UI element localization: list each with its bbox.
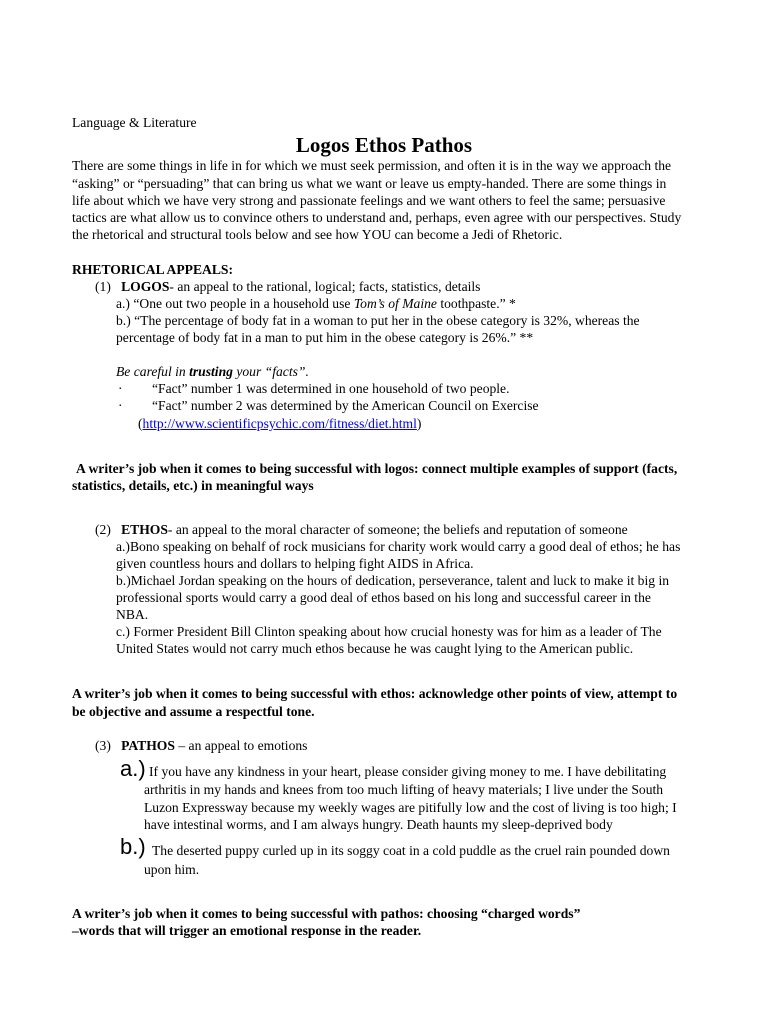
ethos-example-b-line: professional sports would carry a good deal of ethos based on his long and successful career in the: [116, 590, 651, 605]
ethos-definition: - an appeal to the moral character of someone; the beliefs and reputation of someone: [167, 522, 628, 537]
ethos-term: ETHOS: [121, 522, 168, 537]
course-label: Language & Literature: [72, 115, 197, 130]
intro-line: There are some things in life in for which we must seek permission, and often it is in the way we approach the: [72, 158, 672, 173]
logos-example-a-text: a.) “One out two people in a household use: [116, 296, 354, 311]
pathos-job-line: A writer’s job when it comes to being successful with pathos: choosing “charged words”: [72, 906, 581, 921]
ethos-example-c-line: United States would not carry much ethos because he was caught lying to the American public.: [116, 641, 634, 656]
logos-job-line: statistics, details, etc.) in meaningful ways: [72, 478, 314, 493]
logos-example-a: [116, 296, 516, 312]
fact-1: “Fact” number 1 was determined in one household of two people.: [152, 381, 510, 396]
logos-job-line: A writer’s job when it comes to being successful with logos: connect multiple examples of support (facts,: [76, 461, 678, 476]
pathos-example-a-line: If you have any kindness in your heart, please consider giving money to me. I have debilitating: [149, 764, 667, 779]
ethos-heading: [95, 522, 628, 538]
intro-line: tactics are what allow us to convince others to understand and, perhaps, even agree with our perspectives. Study: [72, 210, 682, 225]
intro-line: life about which we have very strong and passionate feelings and we want others to feel the same; persuasive: [72, 193, 666, 208]
pathos-example-a-line: Luzon Expressway because my weekly wages are pitifully low and the cost of living is too high; I: [144, 800, 677, 815]
source-citation: [138, 416, 421, 432]
pathos-example-a-line: arthritis in my hands and knees from too much lifting of heavy materials; I live under the South: [144, 782, 664, 797]
logos-term: LOGOS: [121, 279, 170, 294]
bullet-icon: ·: [118, 398, 123, 413]
ethos-example-a-line: a.)Bono speaking on behalf of rock musicians for charity work would carry a good deal of ethos; he has: [116, 539, 681, 554]
pathos-label-a: a.): [120, 756, 146, 781]
appeals-heading: RHETORICAL APPEALS:: [72, 262, 234, 277]
logos-number: (1): [95, 279, 111, 294]
ethos-example-c-line: c.) Former President Bill Clinton speaking about how crucial honesty was for him as a leader of The: [116, 624, 662, 639]
intro-line: “asking” or “persuading” that can bring us what we want or leave us empty-handed. There are some things in: [72, 176, 667, 191]
paren-close: ): [416, 416, 422, 431]
logos-example-b-line: percentage of body fat in a man to put him in the obese category is 26%.” **: [116, 330, 534, 345]
caution-emphasis: trusting: [189, 364, 233, 379]
pathos-label-b: b.): [120, 834, 146, 859]
pathos-number: (3): [95, 738, 111, 753]
source-link[interactable]: http://www.scientificpsychic.com/fitness/diet.html: [142, 416, 417, 431]
intro-line: the rhetorical and structural tools below and see how YOU can become a Jedi of Rhetoric.: [72, 227, 563, 242]
pathos-heading: [95, 738, 307, 754]
logos-brand-name: Tom’s of Maine: [353, 296, 437, 311]
pathos-job-line: –words that will trigger an emotional response in the reader.: [72, 923, 422, 938]
page-title: Logos Ethos Pathos: [295, 133, 473, 157]
pathos-example-a-line: have intestinal worms, and I am always hungry. Death haunts my sleep-deprived body: [144, 817, 613, 832]
pathos-example-b-line: upon him.: [144, 862, 200, 877]
logos-caution: [116, 364, 309, 380]
bullet-icon: ·: [118, 381, 123, 396]
ethos-example-a-line: given countless hours and dollars to helping fight AIDS in Africa.: [116, 556, 474, 571]
fact-2: “Fact” number 2 was determined by the American Council on Exercise: [152, 398, 539, 413]
ethos-example-b-line: b.)Michael Jordan speaking on the hours of dedication, perseverance, talent and luck to make it big in: [116, 573, 670, 588]
pathos-definition: – an appeal to emotions: [174, 738, 308, 753]
ethos-example-b-line: NBA.: [116, 607, 149, 622]
caution-text-end: your “facts”.: [232, 364, 309, 379]
logos-example-b-line: b.) “The percentage of body fat in a woman to put her in the obese category is 32%, whereas the: [116, 313, 640, 328]
logos-definition: - an appeal to the rational, logical; facts, statistics, details: [169, 279, 481, 294]
ethos-number: (2): [95, 522, 111, 537]
pathos-term: PATHOS: [121, 738, 175, 753]
caution-text: Be careful in: [116, 364, 190, 379]
ethos-job-line: be objective and assume a respectful tone.: [72, 704, 315, 719]
pathos-example-b-line: The deserted puppy curled up in its soggy coat in a cold puddle as the cruel rain pounded down: [152, 843, 670, 858]
logos-heading: [95, 279, 480, 295]
logos-example-a-end: toothpaste.” *: [436, 296, 516, 311]
ethos-job-line: A writer’s job when it comes to being successful with ethos: acknowledge other points of view, attempt to: [72, 686, 678, 701]
paren-open: (: [138, 416, 143, 431]
